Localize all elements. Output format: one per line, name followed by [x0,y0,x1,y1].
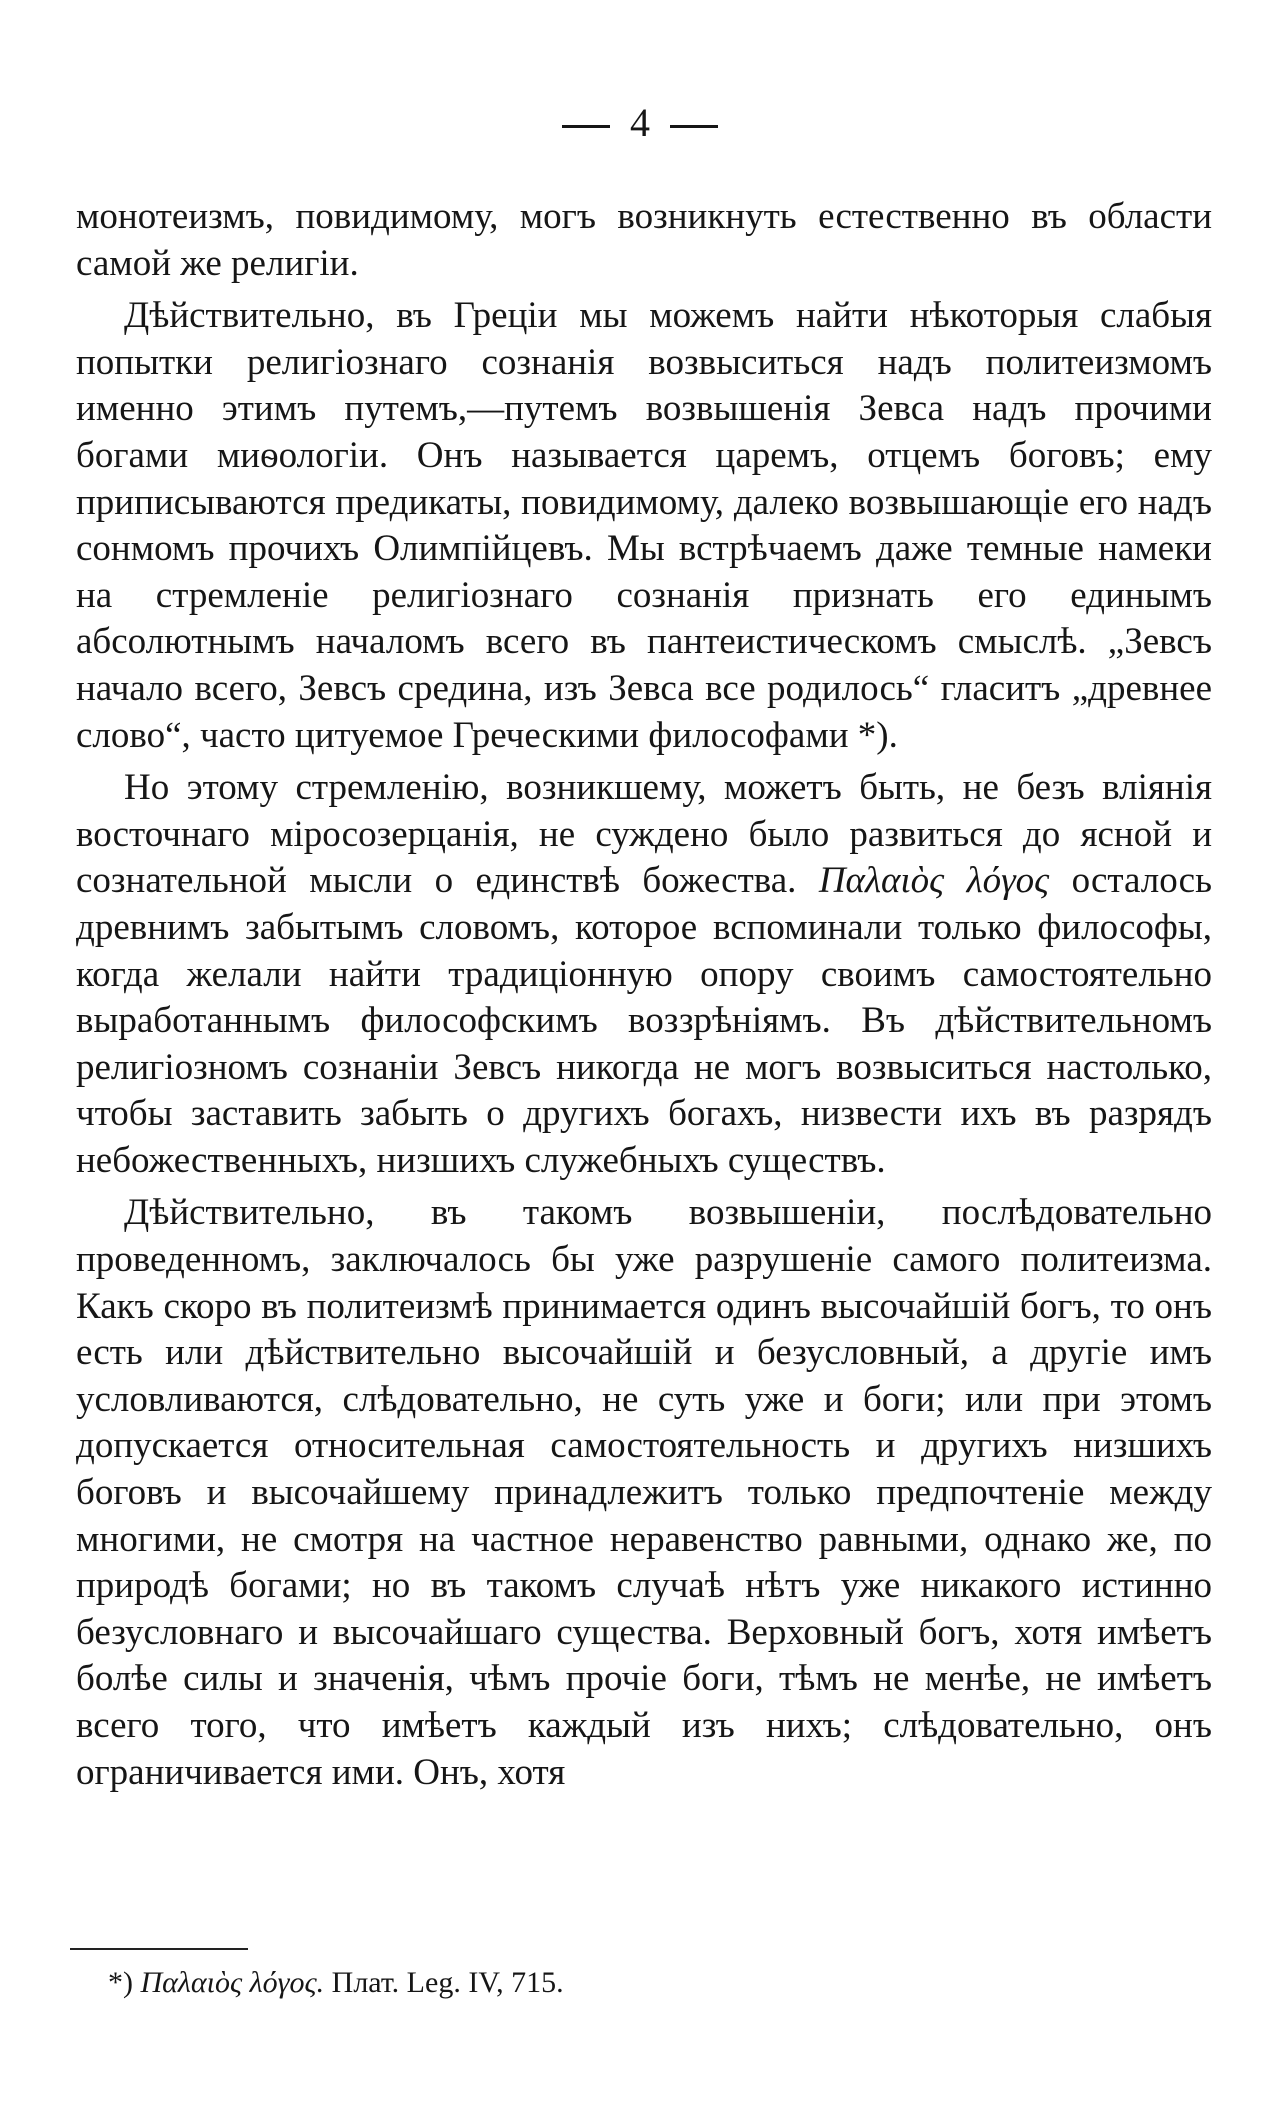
paragraph-ancient-word-part-2: осталось древнимъ забытымъ словомъ, которое вспоминали только философы, когда желали найти традиціонную опору своимъ самостоятельно выработаннымъ философскимъ воззрѣніямъ. Въ дѣйствительномъ религіозномъ сознаніи Зевсъ никогда не могъ возвыситься настолько, чтобы заставить забыть о другихъ богахъ, низвести ихъ въ разрядъ небожественныхъ, низшихъ служебныхъ существъ. [76,860,1212,1181]
footnote-marker: *) [108,1966,133,1999]
paragraph-ancient-word-part-1: Но этому стремленію, возникшему, можетъ быть, не безъ вліянія восточнаго міросозерцанія, не суждено было развиться до ясной и сознательной мысли о единствѣ божества. [76,767,1212,902]
page-number-value: 4 [630,100,650,145]
paragraph-zeus-elevation: Дѣйствительно, въ Греціи мы можемъ найти нѣкоторыя слабыя попытки религіознаго сознанія возвыситься надъ политеизмомъ именно этимъ путемъ,—путемъ возвышенія Зевса надъ прочими богами миѳологіи. Онъ называется царемъ, отцемъ боговъ; ему приписываются предикаты, повидимому, далеко возвышающіе его надъ сонмомъ прочихъ Олимпійцевъ. Мы встрѣчаемъ даже темные намеки на стремленіе религіознаго сознанія признать его единымъ абсолютнымъ началомъ всего въ пантеистическомъ смыслѣ. „Зевсъ начало всего, Зевсъ средина, изъ Зевса все родилось“ гласитъ „древнее слово“, часто цитуемое Греческими философами *). [76,295,1212,756]
paragraph-ancient-word [76,765,1212,1184]
footnote-greek-phrase: Παλαιὸς λόγος. [140,1966,325,1999]
footnote-divider [70,1948,248,1950]
footnote-reference: Плат. Leg. IV, 715. [331,1966,564,1999]
paragraph-polytheism-destruction: Дѣйствительно, въ такомъ возвышеніи, послѣдовательно проведенномъ, заключалось бы уже разрушеніе самого политеизма. Какъ скоро въ политеизмѣ принимается одинъ высочайшій богъ, то онъ есть или дѣйствительно высочайшій и безусловный, а другіе имъ условливаются, слѣдовательно, не суть уже и боги; или при этомъ допускается относительная самостоятельность и другихъ низшихъ боговъ и высочайшему принадлежитъ только предпочтеніе между многими, не смотря на частное неравенство равными, однако же, по природѣ богами; но въ такомъ случаѣ нѣтъ уже никакого истинно безусловнаго и высочайшаго существа. Верховный богъ, хотя имѣетъ болѣе силы и значенія, чѣмъ прочіе боги, тѣмъ не менѣе, не имѣетъ всего того, что имѣетъ каждый изъ нихъ; слѣдовательно, онъ ограничивается ими. Онъ, хотя [76,1192,1212,1793]
paragraph-continuation: монотеизмъ, повидимому, могъ возникнуть естественно въ области самой же религіи. [76,196,1212,284]
footnote [108,1964,1208,2002]
page-number [0,98,1280,148]
page-number-dash-right [670,125,718,128]
page-number-dash-left [562,125,610,128]
greek-phrase: Παλαιὸς λόγος [818,860,1050,902]
main-text [76,194,1212,1796]
